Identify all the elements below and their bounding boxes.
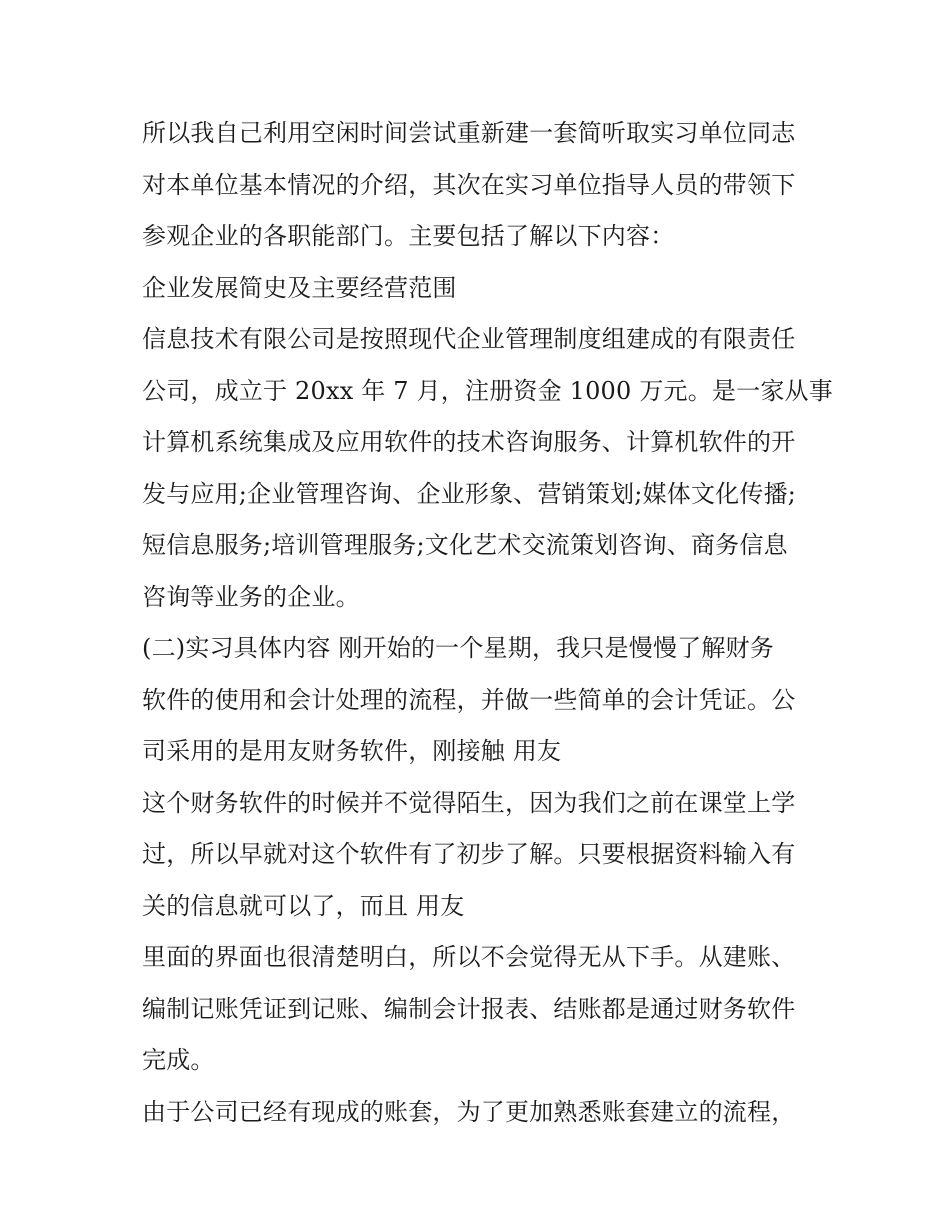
text-line-10: 咨询等业务的企业。 [142,582,360,611]
text-line-12: 软件的使用和会计处理的流程，并做一些简单的会计凭证。公 [142,685,796,714]
text-line-14: 这个财务软件的时候并不觉得陌生，因为我们之前在课堂上学 [142,788,796,817]
text-line-3: 参观企业的各职能部门。主要包括了解以下内容： [142,222,675,250]
text-line-11: (二)实习具体内容 刚开始的一个星期，我只是慢慢了解财务 [142,634,774,662]
body-text [142,108,833,1138]
text-line-9: 短信息服务;培训管理服务;文化艺术交流策划咨询、商务信息 [142,531,788,559]
text-line-16: 关的信息就可以了，而且 用友 [142,891,465,920]
text-line-2: 对本单位基本情况的介绍，其次在实习单位指导人员的带领下 [142,170,796,199]
text-line-15: 过，所以早就对这个软件有了初步了解。只要根据资料输入有 [142,840,796,868]
text-line-7: 计算机系统集成及应用软件的技术咨询服务、计算机软件的开 [142,428,796,456]
section-heading: 企业发展简史及主要经营范围 [142,273,457,302]
text-line-20: 由于公司已经有现成的账套，为了更加熟悉账套建立的流程， [142,1097,796,1126]
text-line-5: 信息技术有限公司是按照现代企业管理制度组建成的有限责任 [142,325,796,353]
text-line-6: 公司，成立于 20xx 年 7 月，注册资金 1000 万元。是一家从事 [142,376,833,405]
text-line-8: 发与应用;企业管理咨询、企业形象、营销策划;媒体文化传播; [142,479,797,508]
text-line-1: 所以我自己利用空闲时间尝试重新建一套简听取实习单位同志 [142,119,796,147]
text-line-18: 编制记账凭证到记账、编制会计报表、结账都是通过财务软件 [142,994,796,1023]
text-line-17: 里面的界面也很清楚明白，所以不会觉得无从下手。从建账、 [142,943,796,971]
text-line-19: 完成。 [142,1046,215,1074]
text-line-13: 司采用的是用友财务软件，刚接触 用友 [142,737,562,765]
